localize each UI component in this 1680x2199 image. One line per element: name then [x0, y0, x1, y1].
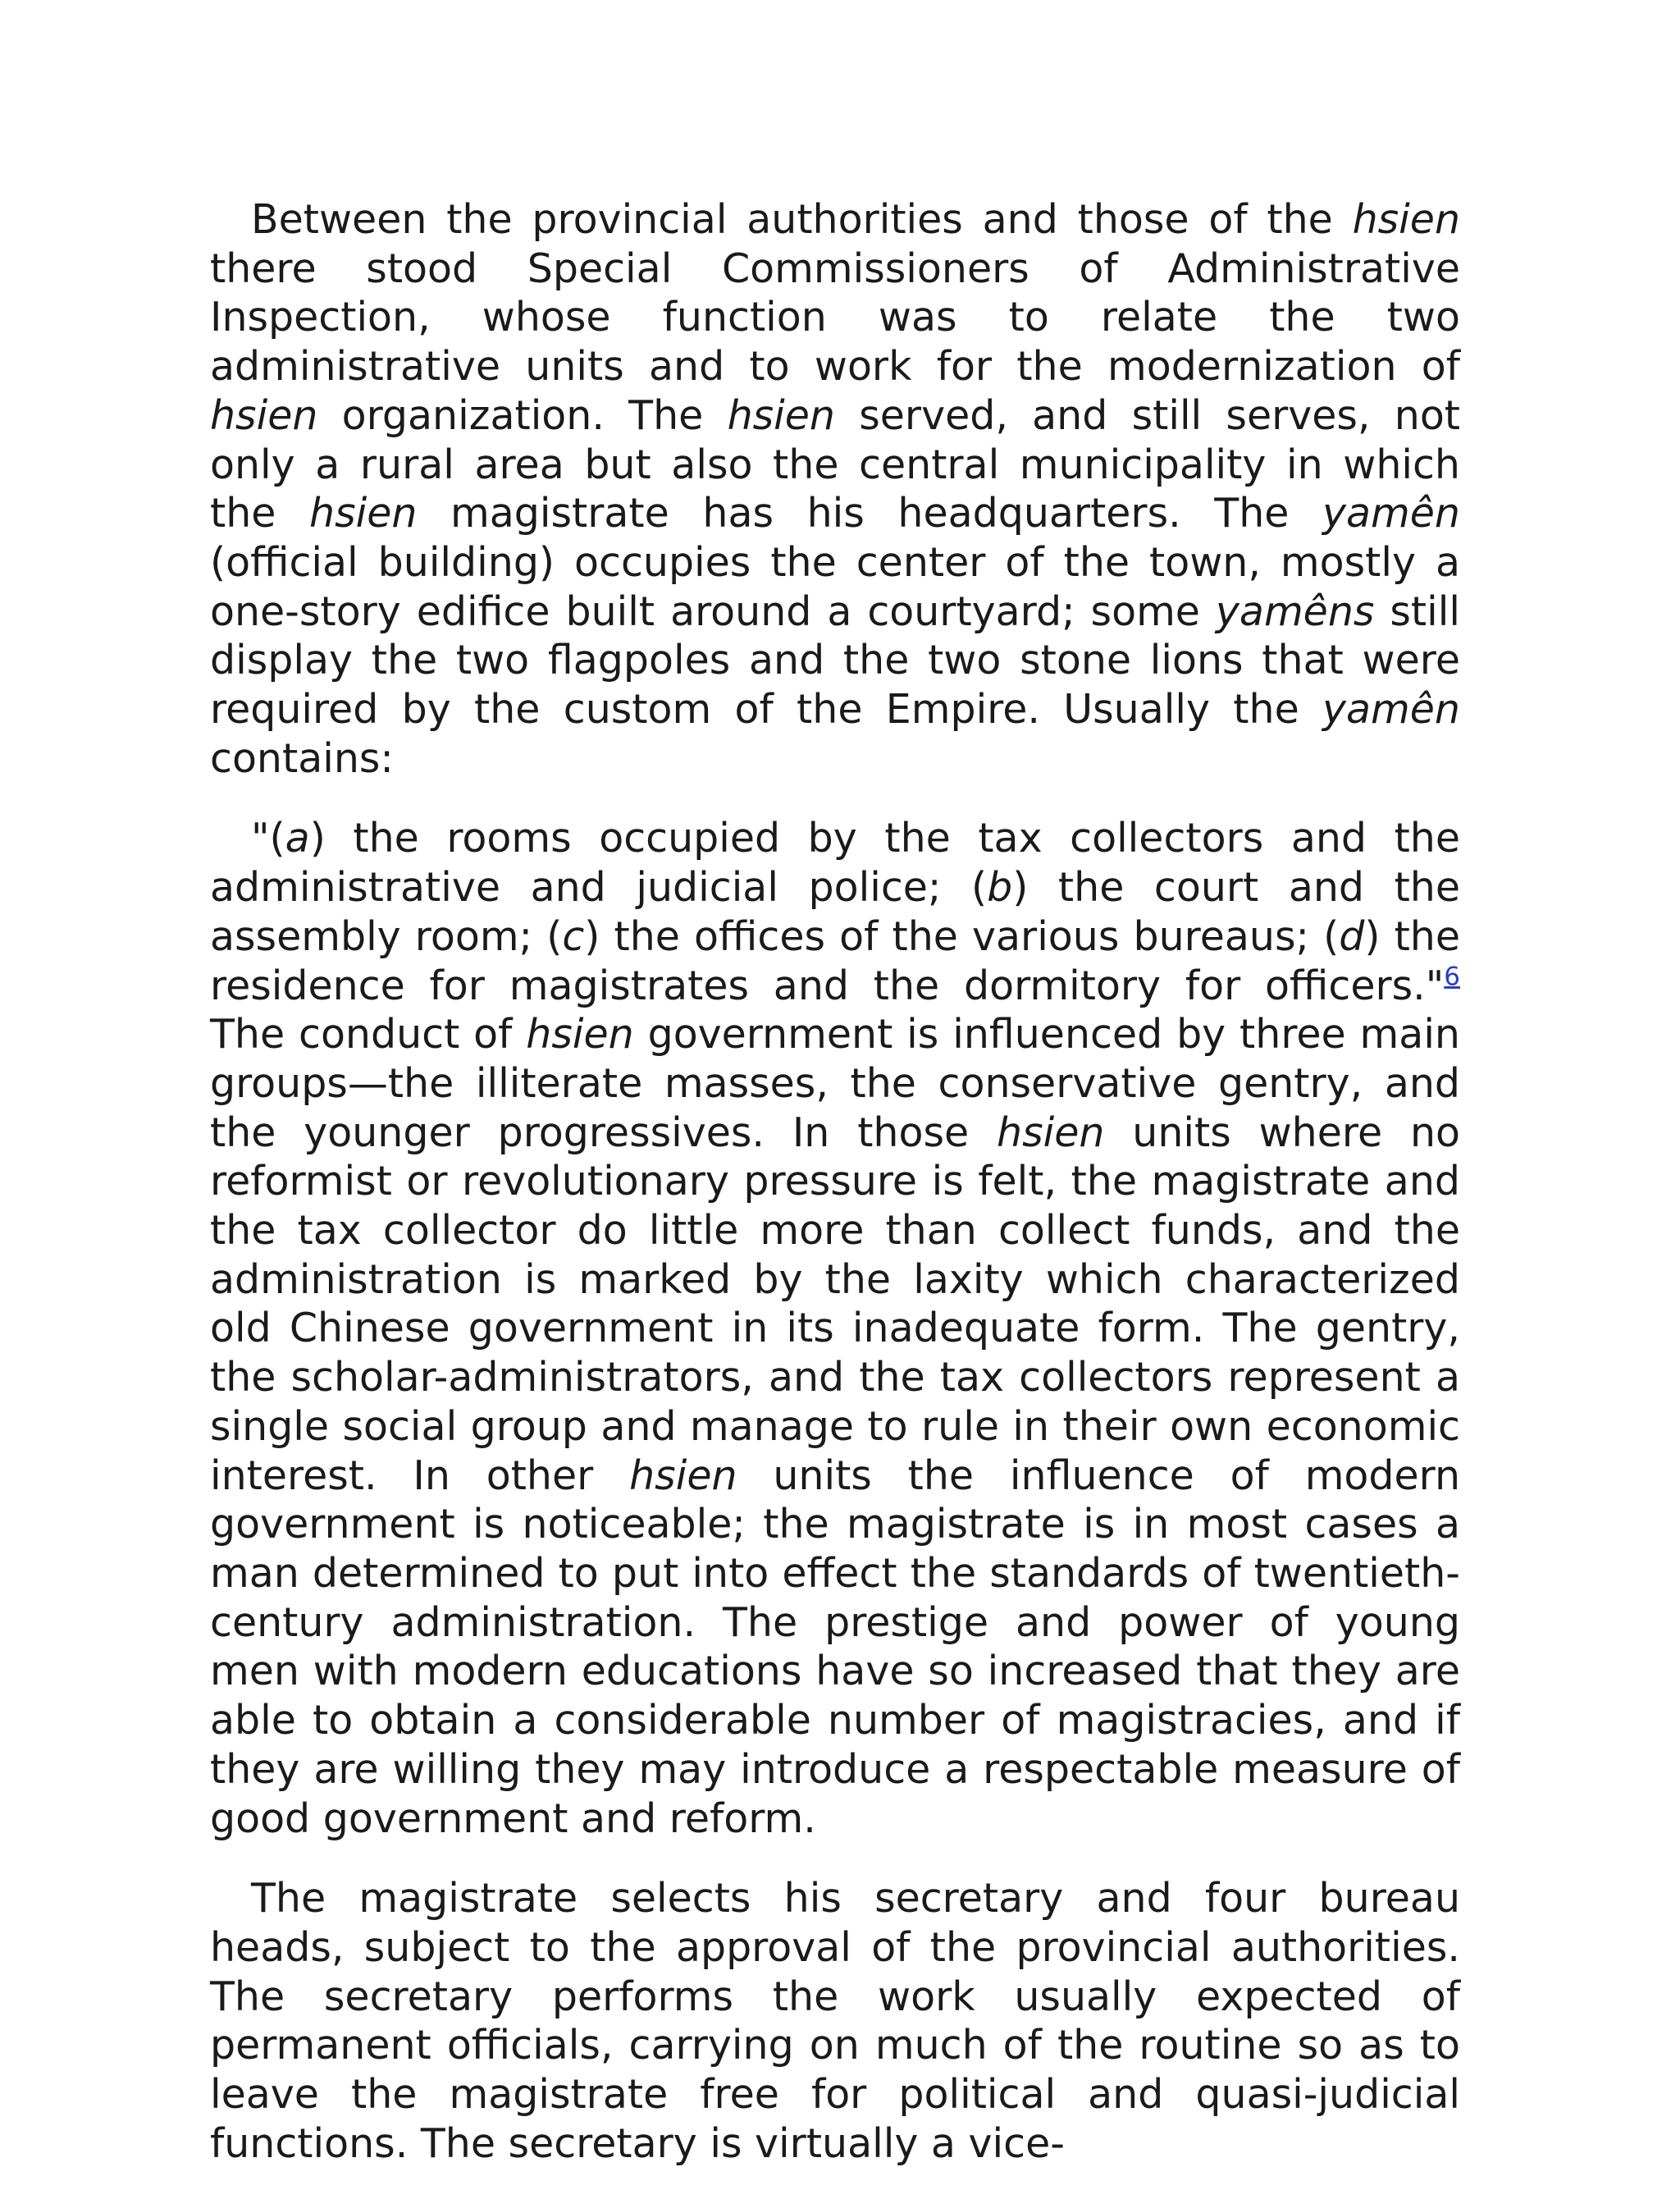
- italic-term: hsien: [1352, 196, 1460, 243]
- text-run: The magistrate selects his secretary and four bureau heads, subject to the approval of the provincial authorities. The secretary performs the work usually expected of permanent officials, carrying on much of the routine so as to leave the magistrate free for political and quasi-judicial functions. The secretary is virtually a vice-: [210, 1875, 1460, 2167]
- italic-term: hsien: [629, 1452, 737, 1499]
- text-run: The conduct of: [210, 1011, 527, 1058]
- text-run: units where no reformist or revolutionary pressure is felt, the magistrate and the tax collector do little more than collect funds, and the administration is marked by the laxity which characterized old Chinese government in its inadequate form. The gentry, the scholar-administrators, and the tax collectors represent a single social group and manage to rule in their own economic interest. In other: [210, 1109, 1460, 1499]
- text-run: contains:: [210, 734, 394, 782]
- italic-term: yamên: [1322, 686, 1460, 734]
- text-run: units the influence of modern government is noticeable; the magistrate is in most cases a man determined to put into effect the standards of twentieth-century administration. The prestige and power of young men with modern educations have so increased that they are able to obtain a considerable number of magistracies, and if they are willing they may introduce a respectable measure of good government and reform.: [210, 1452, 1460, 1842]
- italic-term: hsien: [210, 391, 318, 439]
- italic-term: hsien: [309, 490, 418, 537]
- italic-term: yamên: [1322, 490, 1460, 537]
- text-run: there stood Special Commissioners of Administrative Inspection, whose function was to relate the two administrative units and to work for the modernization of: [210, 245, 1460, 391]
- italic-term: d: [1339, 912, 1365, 960]
- text-run: government is influenced by three main groups—the illiterate masses, the conservative gentry, and the younger progressives. In those: [210, 1011, 1460, 1156]
- text-run: Between the provincial authorities and those of the: [251, 196, 1353, 243]
- text-run: still display the two flagpoles and the two stone lions that were required by the custom of the Empire. Usually the: [210, 587, 1460, 734]
- paragraph-1: [210, 195, 1460, 783]
- italic-term: hsien: [997, 1109, 1105, 1156]
- paragraph-2: [210, 814, 1460, 1843]
- paragraph-3: [210, 1874, 1460, 2168]
- italic-term: a: [285, 815, 310, 862]
- document-page: [210, 195, 1460, 2199]
- italic-term: hsien: [526, 1011, 634, 1058]
- text-run: organization. The: [317, 391, 728, 439]
- text-run: served, and still serves, not only a rural area but also the central municipality in which the: [210, 391, 1461, 537]
- text-run: ) the court and the assembly room; (: [210, 864, 1460, 960]
- text-run: magistrate has his headquarters. The: [417, 490, 1323, 537]
- text-run: ) the residence for magistrates and the dormitory for officers.": [210, 912, 1460, 1009]
- footnote-link[interactable]: 6: [1444, 962, 1460, 992]
- italic-term: hsien: [727, 391, 835, 439]
- italic-term: c: [562, 912, 585, 960]
- italic-term: b: [987, 864, 1013, 912]
- text-run: (official building) occupies the center of the town, mostly a one-story edifice built around a courtyard; some: [210, 538, 1460, 635]
- text-run: "(: [251, 815, 285, 862]
- text-run: ) the offices of the various bureaus; (: [584, 912, 1340, 960]
- text-run: ) the rooms occupied by the tax collectors and the administrative and judicial police; (: [210, 815, 1460, 912]
- italic-term: yamêns: [1215, 587, 1375, 635]
